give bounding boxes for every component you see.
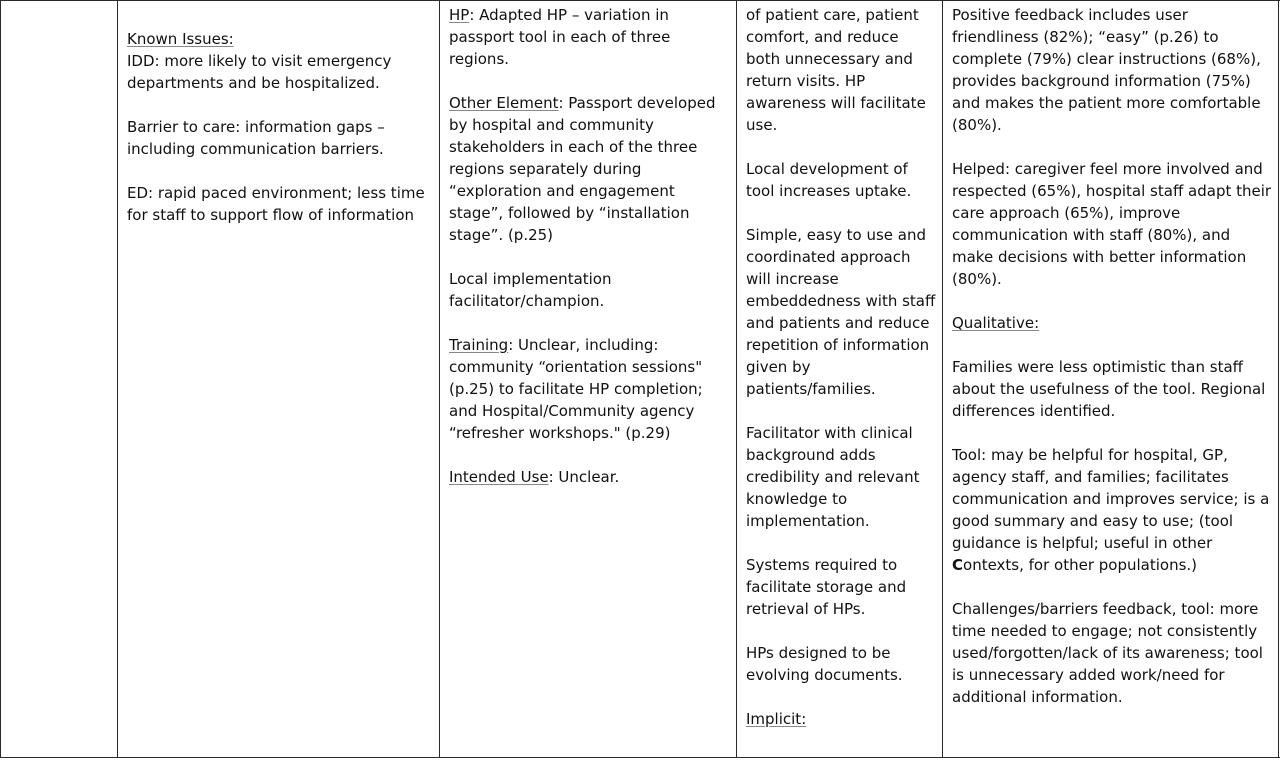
training-paragraph — [449, 334, 730, 444]
systems-paragraph: Systems required to facilitate storage and retrieval of HPs. — [746, 556, 907, 618]
table-cell-elements — [440, 0, 737, 758]
training-label: Training — [449, 336, 509, 354]
tool-bold-letter: C — [952, 556, 964, 574]
cell-content — [127, 28, 433, 226]
hp-paragraph — [449, 4, 730, 70]
other-element-paragraph — [449, 92, 730, 246]
other-element-text: : Passport developed by hospital and community stakeholders in each of the three regions separately during “exploration and engagement stage”, followed by “installation stage”. (p.25) — [449, 94, 716, 244]
tool-text-part-2: ontexts, for other populations.) — [963, 556, 1198, 574]
other-element-label: Other Element — [449, 94, 559, 112]
table-cell-known-issues — [118, 0, 440, 758]
implicit-label: Implicit: — [746, 710, 807, 728]
local-development-paragraph: Local development of tool increases uptake. — [746, 160, 912, 200]
cell-content — [746, 4, 936, 730]
patient-care-paragraph: of patient care, patient comfort, and reduce both unnecessary and return visits. HP awareness will facilitate use. — [746, 6, 926, 134]
table-cell-empty — [0, 0, 118, 758]
helped-paragraph: Helped: caregiver feel more involved and respected (65%), hospital staff adapt their care approach (65%), improve communication with staff (80%), and make decisions with better information (80%). — [952, 160, 1272, 288]
hp-text: : Adapted HP – variation in passport tool in each of three regions. — [449, 6, 671, 68]
qualitative-paragraph — [952, 312, 1272, 334]
families-paragraph: Families were less optimistic than staff about the usefulness of the tool. Regional differences identified. — [952, 358, 1266, 420]
table-bottom-border — [0, 757, 1280, 758]
challenges-paragraph: Challenges/barriers feedback, tool: more time needed to engage; not consistently used/forgotten/lack of its awareness; tool is unnecessary added work/need for additional information. — [952, 600, 1263, 706]
tool-paragraph — [952, 444, 1272, 576]
tool-text-part-1: Tool: may be helpful for hospital, GP, agency staff, and families; facilitates communication and improves service; is a good summary and easy to use; (tool guidance is helpful; useful in other — [952, 446, 1270, 552]
intended-use-paragraph — [449, 466, 730, 488]
intended-use-text: : Unclear. — [548, 468, 620, 486]
hp-label: HP — [449, 6, 470, 24]
ed-paragraph: ED: rapid paced environment; less time for staff to support flow of information — [127, 184, 425, 224]
intended-use-label: Intended Use — [449, 468, 549, 486]
simple-approach-paragraph: Simple, easy to use and coordinated approach will increase embeddedness with staff and patients and reduce repetition of information given by patients/families. — [746, 226, 936, 398]
cell-content — [952, 4, 1272, 708]
facilitator-paragraph: Facilitator with clinical background adds credibility and relevant knowledge to implementation. — [746, 424, 920, 530]
table-cell-mechanisms — [737, 0, 943, 758]
implicit-paragraph — [746, 708, 936, 730]
training-text: : Unclear, including: community “orientation sessions" (p.25) to facilitate HP completion; and Hospital/Community agency “refresher workshops." (p.29) — [449, 336, 703, 442]
evolving-documents-paragraph: HPs designed to be evolving documents. — [746, 644, 903, 684]
positive-feedback-paragraph: Positive feedback includes user friendliness (82%); “easy” (p.26) to complete (79%) clear instructions (68%), provides background information (75%) and makes the patient more comfortable (80%). — [952, 6, 1261, 134]
idd-paragraph: IDD: more likely to visit emergency departments and be hospitalized. — [127, 52, 392, 92]
barrier-paragraph: Barrier to care: information gaps – including communication barriers. — [127, 118, 385, 158]
local-implementation-paragraph: Local implementation facilitator/champion. — [449, 270, 612, 310]
known-issues-heading: Known Issues: — [127, 30, 234, 48]
cell-content — [449, 4, 730, 488]
qualitative-label: Qualitative: — [952, 314, 1040, 332]
table-cell-outcomes — [943, 0, 1279, 758]
